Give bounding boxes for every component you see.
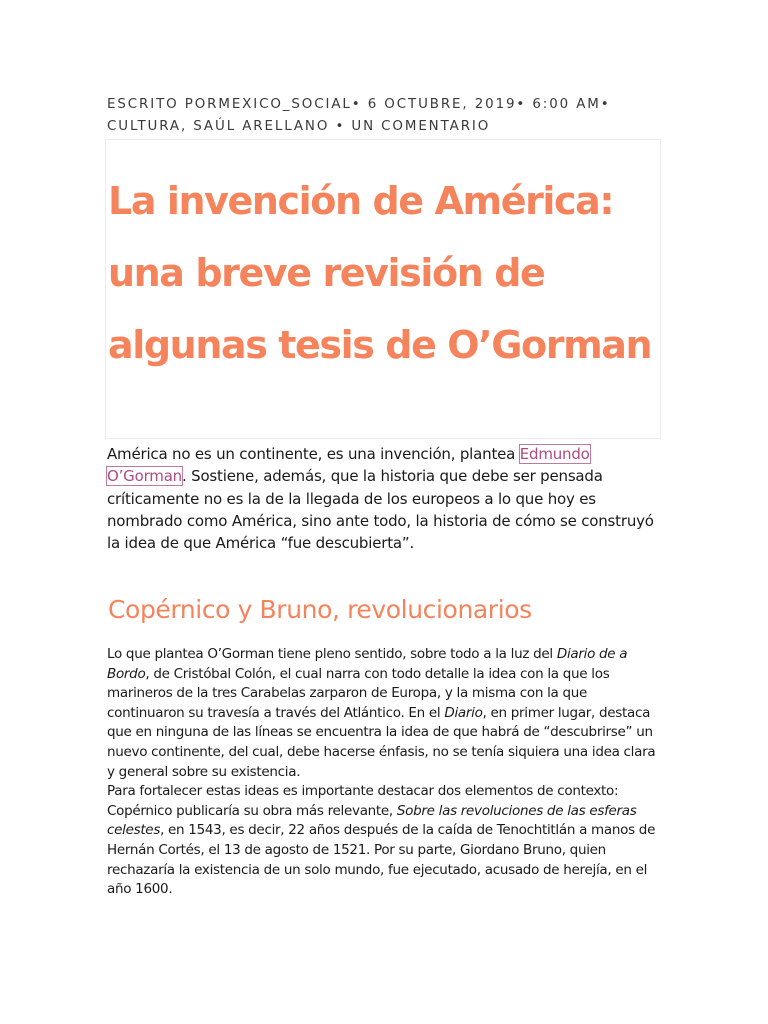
meta-separator: • <box>351 97 368 112</box>
intro-text: América no es un continente, es una invención, plantea <box>107 445 520 463</box>
meta-categories-link[interactable]: CULTURA, SAÚL ARELLANO <box>107 119 330 134</box>
meta-prefix: ESCRITO POR <box>107 97 219 112</box>
post-meta <box>107 94 667 138</box>
meta-time: 6:00 AM <box>532 97 601 112</box>
paragraph-text: Para fortalecer estas ideas es importante destacar dos elementos de contexto: Copérnico publicaría su obra más relevante, <box>107 783 619 819</box>
meta-author-link[interactable]: MEXICO_SOCIAL <box>218 97 352 112</box>
paragraph-text: Lo que plantea O’Gorman tiene pleno sentido, sobre todo a la luz del <box>107 646 557 662</box>
article-body <box>107 645 663 900</box>
meta-separator: • <box>329 119 352 134</box>
article-intro <box>107 443 663 554</box>
section-heading: Copérnico y Bruno, revolucionarios <box>108 595 532 624</box>
article-title: La invención de América: una breve revisión de algunas tesis de O’Gorman <box>108 179 652 367</box>
edmundo-ogorman-link[interactable]: Edmundo O’Gorman <box>107 445 590 486</box>
book-title: Sobre las revoluciones de las esferas celestes <box>107 802 637 839</box>
book-title: Diario de a Bordo <box>107 646 628 682</box>
paragraph-text: , en primer lugar, destaca que en ninguna de las líneas se encuentra la idea de que habrá de “descubrirse” un nuevo continente, del cual, debe hacerse énfasis, no se tenía siquiera una idea clara y general sobre su existencia. <box>107 704 656 780</box>
intro-text: . Sostiene, además, que la historia que debe ser pensada críticamente no es la de la llegada de los europeos a lo que hoy es nombrado como América, sino ante todo, la historia de cómo se construyó la idea de que América “fue descubierta”. <box>107 467 654 553</box>
body-paragraph <box>107 782 663 900</box>
paragraph-text: , en 1543, es decir, 22 años después de la caída de Tenochtitlán a manos de Hernán Cortés, el 13 de agosto de 1521. Por su parte, Giordano Bruno, quien rechazaría la existencia de un solo mundo, fue ejecutado, acusado de herejía, en el año 1600. <box>107 822 656 898</box>
paragraph-text: , de Cristóbal Colón, el cual narra con todo detalle la idea con la que los marineros de la tres Carabelas zarparon de Europa, y la misma con la que continuaron su travesía a través del Atlántico. En el <box>107 665 610 721</box>
meta-comments-link[interactable]: UN COMENTARIO <box>351 119 491 134</box>
body-paragraph <box>107 645 663 782</box>
meta-separator: • <box>600 97 611 112</box>
book-title: Diario <box>444 704 483 721</box>
meta-date: 6 OCTUBRE, 2019 <box>367 97 517 112</box>
meta-separator: • <box>516 97 533 112</box>
